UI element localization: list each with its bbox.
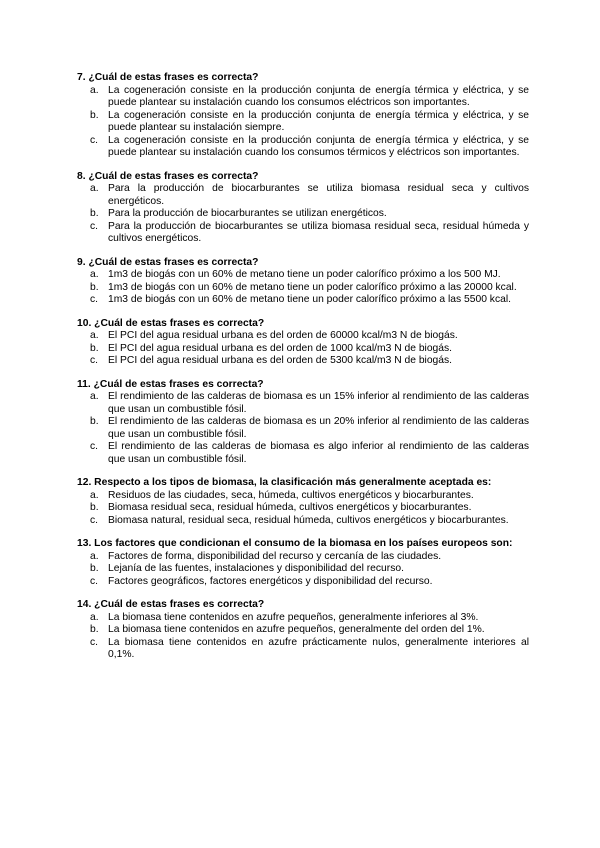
- option-b: [77, 110, 529, 135]
- option-letter: a.: [90, 391, 99, 402]
- option-text: El PCI del agua residual urbana es del orden de 1000 kcal/m3 N de biogás.: [108, 342, 453, 354]
- question-title: 12. Respecto a los tipos de biomasa, la clasificación más generalmente aceptada es:: [77, 477, 492, 488]
- option-text: Para la producción de biocarburantes se utiliza biomasa residual seca, residual húmeda y cultivos energéticos.: [108, 220, 529, 244]
- option-a: [77, 490, 529, 503]
- option-b: [77, 563, 529, 576]
- option-letter: c.: [90, 220, 99, 232]
- option-b: [77, 343, 529, 356]
- option-text: El PCI del agua residual urbana es del orden de 5300 kcal/m3 N de biogás.: [108, 355, 453, 366]
- option-c: [77, 637, 529, 662]
- option-a: [77, 612, 529, 625]
- option-letter: c.: [90, 636, 99, 648]
- question-title: 9. ¿Cuál de estas frases es correcta?: [77, 256, 259, 268]
- option-letter: b.: [90, 109, 99, 121]
- option-a: [77, 269, 529, 282]
- option-c: [77, 294, 529, 307]
- option-a: [77, 85, 529, 110]
- option-list: [77, 391, 529, 466]
- option-a: [77, 183, 529, 208]
- option-text: La cogeneración consiste en la producción conjunta de energía térmica y eléctrica, y se puede plantear su instalación cuando los consumos térmicos y eléctricos son importantes.: [108, 134, 529, 158]
- question-11: [77, 379, 529, 467]
- option-list: [77, 612, 529, 662]
- option-text: Factores geográficos, factores energéticos y disponibilidad del recurso.: [108, 575, 433, 587]
- option-list: [77, 490, 529, 528]
- question-title: 8. ¿Cuál de estas frases es correcta?: [77, 170, 259, 182]
- option-text: 1m3 de biogás con un 60% de metano tiene un poder calorífico próximo a los 500 MJ.: [108, 269, 501, 280]
- question-title: 13. Los factores que condicionan el consumo de la biomasa en los países europeos son:: [77, 538, 513, 549]
- option-text: 1m3 de biogás con un 60% de metano tiene un poder calorífico próximo a las 5500 kcal.: [108, 294, 511, 305]
- option-list: [77, 183, 529, 246]
- option-list: [77, 269, 529, 307]
- option-b: [77, 416, 529, 441]
- option-letter: c.: [90, 575, 99, 587]
- option-c: [77, 441, 529, 466]
- question-title: 11. ¿Cuál de estas frases es correcta?: [77, 378, 264, 390]
- option-b: [77, 502, 529, 515]
- option-c: [77, 135, 529, 160]
- option-text: Factores de forma, disponibilidad del recurso y cercanía de las ciudades.: [108, 550, 442, 562]
- option-text: La cogeneración consiste en la producción conjunta de energía térmica y eléctrica, y se puede plantear su instalación cuando los consumos eléctricos son importantes.: [108, 84, 529, 108]
- option-letter: a.: [90, 269, 99, 280]
- option-letter: a.: [90, 330, 99, 341]
- question-12: [77, 477, 529, 527]
- option-list: [77, 85, 529, 160]
- option-list: [77, 551, 529, 589]
- option-letter: c.: [90, 355, 99, 366]
- option-letter: b.: [90, 563, 99, 574]
- option-letter: c.: [90, 134, 99, 146]
- option-text: Lejanía de las fuentes, instalaciones y disponibilidad del recurso.: [108, 563, 404, 574]
- option-letter: a.: [90, 611, 99, 623]
- option-text: La biomasa tiene contenidos en azufre prácticamente nulos, generalmente interiores al 0,1%.: [108, 636, 529, 660]
- question-title: 10. ¿Cuál de estas frases es correcta?: [77, 317, 265, 329]
- option-text: La cogeneración consiste en la producción conjunta de energía térmica y eléctrica, y se puede plantear su instalación siempre.: [108, 109, 529, 133]
- option-letter: c.: [90, 441, 99, 452]
- question-title: 14. ¿Cuál de estas frases es correcta?: [77, 599, 265, 610]
- option-text: El PCI del agua residual urbana es del orden de 60000 kcal/m3 N de biogás.: [108, 330, 458, 341]
- option-c: [77, 515, 529, 528]
- option-letter: a.: [90, 550, 99, 562]
- option-text: Para la producción de biocarburantes se utiliza biomasa residual seca y cultivos energéticos.: [108, 183, 529, 207]
- option-list: [77, 330, 529, 368]
- option-letter: b.: [90, 416, 99, 427]
- option-text: El rendimiento de las calderas de biomasa es un 20% inferior al rendimiento de las calderas que usan un combustible fósil.: [108, 416, 529, 440]
- option-text: El rendimiento de las calderas de biomasa es algo inferior al rendimiento de las calderas que usan un combustible fósil.: [108, 441, 529, 465]
- option-letter: a.: [90, 183, 99, 194]
- option-c: [77, 221, 529, 246]
- option-letter: c.: [90, 294, 99, 305]
- option-c: [77, 355, 529, 368]
- option-letter: b.: [90, 281, 99, 293]
- option-letter: a.: [90, 489, 99, 501]
- option-b: [77, 208, 529, 221]
- option-text: Biomasa natural, residual seca, residual húmeda, cultivos energéticos y biocarburantes.: [108, 514, 509, 526]
- option-letter: a.: [90, 84, 99, 96]
- option-c: [77, 576, 529, 589]
- option-letter: c.: [90, 514, 99, 526]
- question-7: [77, 72, 529, 160]
- question-14: [77, 599, 529, 662]
- option-text: La biomasa tiene contenidos en azufre pequeños, generalmente del orden del 1%.: [108, 624, 485, 635]
- question-title: 7. ¿Cuál de estas frases es correcta?: [77, 72, 259, 83]
- option-b: [77, 282, 529, 295]
- question-10: [77, 318, 529, 368]
- option-a: [77, 551, 529, 564]
- option-letter: b.: [90, 342, 99, 354]
- document-page: [77, 72, 529, 673]
- question-13: [77, 538, 529, 588]
- option-a: [77, 391, 529, 416]
- option-letter: b.: [90, 624, 99, 635]
- question-8: [77, 171, 529, 246]
- option-text: El rendimiento de las calderas de biomasa es un 15% inferior al rendimiento de las calderas que usan un combustible fósil.: [108, 391, 529, 415]
- option-letter: b.: [90, 502, 99, 513]
- option-a: [77, 330, 529, 343]
- option-text: Biomasa residual seca, residual húmeda, cultivos energéticos y biocarburantes.: [108, 502, 472, 513]
- option-text: Para la producción de biocarburantes se utilizan energéticos.: [108, 208, 387, 219]
- option-text: La biomasa tiene contenidos en azufre pequeños, generalmente inferiores al 3%.: [108, 611, 479, 623]
- question-9: [77, 257, 529, 307]
- option-text: Residuos de las ciudades, seca, húmeda, cultivos energéticos y biocarburantes.: [108, 489, 474, 501]
- option-letter: b.: [90, 208, 99, 219]
- option-b: [77, 624, 529, 637]
- option-text: 1m3 de biogás con un 60% de metano tiene un poder calorífico próximo a las 20000 kcal.: [108, 281, 517, 293]
